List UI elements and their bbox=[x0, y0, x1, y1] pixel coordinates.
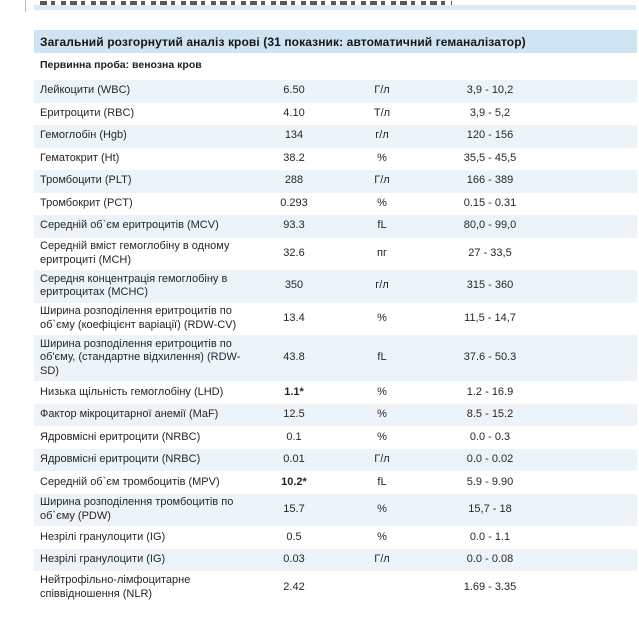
sample-type-label: Первинна проба: венозна кров bbox=[40, 59, 202, 71]
result-unit: Г/л bbox=[374, 553, 390, 566]
analyte-name: Тромбокрит (PCT) bbox=[40, 196, 133, 209]
reference-range: 37.6 - 50.3 bbox=[463, 351, 517, 364]
reference-range: 3,9 - 5,2 bbox=[469, 106, 511, 119]
analyte-name: Ядровмісні еритроцити (NRBC) bbox=[40, 430, 201, 443]
analyte-name: Незрілі гранулоцити (IG) bbox=[40, 553, 166, 566]
analyte-name: Еритроцити (RBC) bbox=[40, 106, 135, 119]
analyte-name: Гематокрит (Ht) bbox=[40, 151, 120, 164]
table-row bbox=[34, 103, 637, 126]
analyte-name: Середня концентрація гемоглобіну в еритроцитах (MCHC) bbox=[40, 272, 228, 299]
table-row bbox=[34, 494, 637, 527]
reference-range: 0.15 - 0.31 bbox=[463, 196, 517, 209]
analyte-name: Середній об`єм тромбоцитів (MPV) bbox=[40, 475, 220, 488]
result-unit: % bbox=[377, 311, 387, 324]
reference-range: 1.69 - 3.35 bbox=[463, 580, 517, 593]
table-row bbox=[34, 549, 637, 572]
left-edge-tick bbox=[25, 0, 26, 12]
analyte-name: Середній вміст гемоглобіну в одному еритроциті (MCH) bbox=[40, 240, 230, 266]
table-row bbox=[34, 125, 637, 148]
result-value: 0.01 bbox=[283, 453, 305, 466]
analyte-name: Ширина розподілення еритроцитів по об`єму (коефіцієнт варіації) (RDW-CV) bbox=[40, 305, 237, 331]
analyte-name: Нейтрофільно-лімфоцитарне співвідношення (NLR) bbox=[40, 573, 191, 600]
result-value: 2.42 bbox=[283, 580, 305, 593]
result-unit: Т/л bbox=[373, 106, 391, 119]
result-unit: % bbox=[377, 385, 387, 398]
result-value: 0.5 bbox=[286, 530, 302, 543]
reference-range: 27 - 33,5 bbox=[468, 246, 512, 259]
result-unit: Г/л bbox=[374, 453, 390, 466]
table-row bbox=[34, 270, 637, 303]
table-row bbox=[34, 449, 637, 472]
table-row bbox=[34, 238, 637, 271]
analyte-name: Середній об`єм еритроцитів (MCV) bbox=[40, 219, 219, 232]
clipped-previous-section-remnant bbox=[0, 0, 639, 10]
reference-range: 11,5 - 14,7 bbox=[464, 311, 516, 324]
result-unit: % bbox=[377, 196, 387, 209]
reference-range: 35,5 - 45,5 bbox=[463, 151, 517, 164]
result-value: 0.1 bbox=[286, 430, 302, 443]
table-row bbox=[34, 335, 637, 381]
reference-range: 166 - 389 bbox=[466, 174, 514, 187]
result-unit: fL bbox=[377, 475, 387, 488]
result-unit: г/л bbox=[375, 129, 389, 142]
result-unit: % bbox=[377, 503, 387, 516]
result-value: 10.2* bbox=[281, 475, 307, 488]
result-unit: fL bbox=[377, 219, 387, 232]
result-value: 38.2 bbox=[283, 151, 305, 164]
result-value: 32.6 bbox=[283, 246, 305, 259]
result-value: 6.50 bbox=[283, 84, 305, 97]
results-table bbox=[34, 80, 637, 604]
result-unit: г/л bbox=[375, 279, 389, 292]
section-title-bar bbox=[34, 30, 637, 53]
table-row bbox=[34, 170, 637, 193]
table-row bbox=[34, 526, 637, 549]
analyte-name: Ширина розподілення тромбоцитів по об`єму (PDW) bbox=[40, 496, 234, 522]
result-unit: % bbox=[377, 408, 387, 421]
result-value: 0.293 bbox=[280, 196, 308, 209]
reference-range: 3,9 - 10,2 bbox=[466, 84, 514, 97]
reference-range: 0.0 - 0.02 bbox=[466, 453, 514, 466]
result-unit: fL bbox=[377, 351, 387, 364]
table-row bbox=[34, 426, 637, 449]
result-value: 4.10 bbox=[283, 106, 305, 119]
table-row bbox=[34, 80, 637, 103]
analyte-name: Фактор мікроцитарної анемії (MaF) bbox=[40, 408, 219, 421]
result-unit: пг bbox=[377, 246, 387, 259]
result-value: 288 bbox=[284, 174, 304, 187]
table-row bbox=[34, 571, 637, 604]
analyte-name: Тромбоцити (PLT) bbox=[40, 174, 132, 187]
table-row bbox=[34, 381, 637, 404]
result-value: 350 bbox=[284, 279, 304, 292]
result-value: 12.5 bbox=[283, 408, 305, 421]
table-row bbox=[34, 215, 637, 238]
reference-range: 80,0 - 99,0 bbox=[463, 219, 517, 232]
reference-range: 0.0 - 1.1 bbox=[469, 530, 511, 543]
table-row bbox=[34, 471, 637, 494]
reference-range: 8.5 - 15.2 bbox=[466, 408, 514, 421]
reference-range: 15,7 - 18 bbox=[468, 503, 512, 516]
result-unit: Г/л bbox=[374, 174, 390, 187]
result-value: 15.7 bbox=[283, 503, 305, 516]
result-value: 43.8 bbox=[283, 351, 305, 364]
section-title: Загальний розгорнутий аналіз крові (31 показник: автоматичний геманалізатор) bbox=[40, 34, 526, 49]
result-unit: % bbox=[377, 151, 387, 164]
result-value: 134 bbox=[284, 129, 304, 142]
analyte-name: Ширина розподілення еритроцитів по об'єму, (стандартне відхилення) (RDW-SD) bbox=[40, 337, 241, 377]
table-row bbox=[34, 404, 637, 427]
result-unit: % bbox=[377, 530, 387, 543]
result-value: 13.4 bbox=[283, 311, 305, 324]
analyte-name: Низька щільність гемоглобіну (LHD) bbox=[40, 385, 224, 398]
result-value: 0.03 bbox=[283, 553, 305, 566]
analyte-name: Лейкоцити (WBC) bbox=[40, 84, 131, 97]
result-unit: % bbox=[377, 430, 387, 443]
table-row bbox=[34, 148, 637, 171]
reference-range: 0.0 - 0.08 bbox=[466, 553, 514, 566]
report-section bbox=[34, 30, 637, 604]
reference-range: 315 - 360 bbox=[466, 279, 514, 292]
result-value: 93.3 bbox=[283, 219, 305, 232]
analyte-name: Незрілі гранулоцити (IG) bbox=[40, 530, 166, 543]
clipped-row-band bbox=[34, 5, 636, 10]
analyte-name: Гемоглобін (Hgb) bbox=[40, 129, 127, 142]
reference-range: 1.2 - 16.9 bbox=[466, 385, 514, 398]
reference-range: 5.9 - 9.90 bbox=[466, 475, 514, 488]
reference-range: 120 - 156 bbox=[466, 129, 514, 142]
table-row bbox=[34, 193, 637, 216]
analyte-name: Ядровмісні еритроцити (NRBC) bbox=[40, 453, 201, 466]
table-row bbox=[34, 303, 637, 336]
result-value: 1.1* bbox=[284, 385, 304, 398]
result-unit: Г/л bbox=[374, 84, 390, 97]
reference-range: 0.0 - 0.3 bbox=[469, 430, 511, 443]
